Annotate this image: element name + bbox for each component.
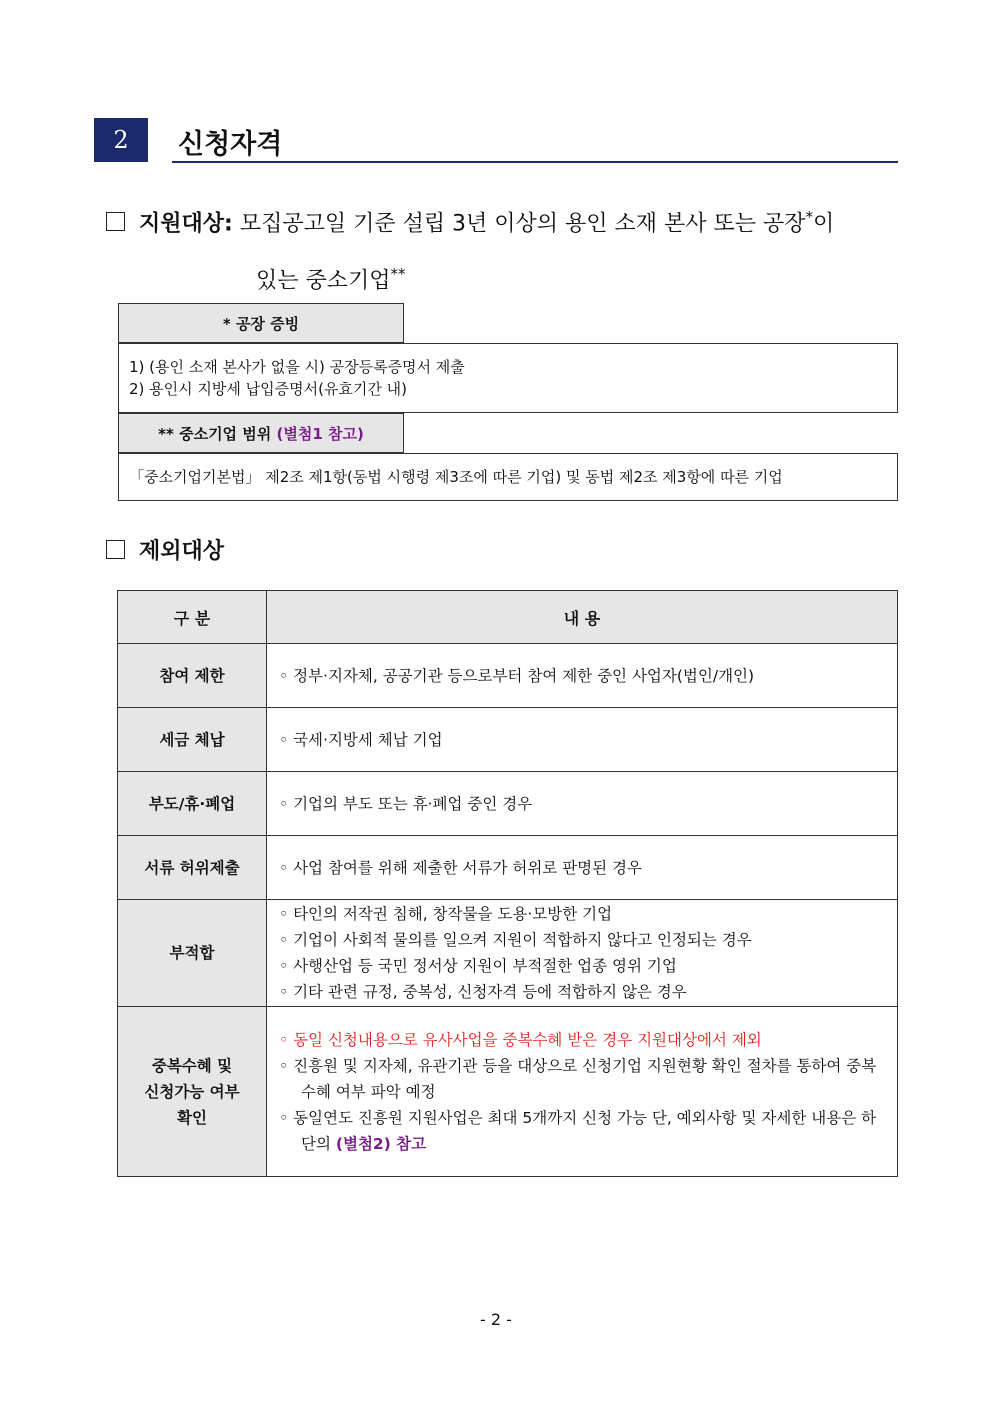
row-category-line: 신청가능 여부 [144, 1082, 240, 1101]
row-category: 서류 허위제출 [118, 836, 267, 900]
section-underline [172, 161, 898, 163]
column-header-category: 구 분 [118, 591, 267, 644]
exclusion-table [117, 590, 898, 1177]
sme-scope-header [118, 413, 404, 453]
table-row [118, 772, 898, 836]
list-item-highlight: ◦ 동일 신청내용으로 유사사업을 중복수혜 받은 경우 지원대상에서 제외 [279, 1030, 762, 1049]
notes-table [118, 303, 898, 501]
row-content: ◦ 기업의 부도 또는 휴·폐업 중인 경우 [267, 772, 898, 836]
sme-scope-reference: (별첨1 참고) [276, 425, 364, 443]
row-content [267, 1007, 898, 1177]
table-row [118, 644, 898, 708]
row-category-line: 중복수혜 및 [151, 1056, 233, 1075]
factory-proof-header: * 공장 증빙 [118, 303, 404, 343]
list-item: ◦ 타인의 저작권 침해, 창작물을 도용·모방한 기업 [279, 905, 613, 923]
exclusion-title: 제외대상 [139, 539, 225, 564]
support-target-label: 지원대상: [139, 211, 233, 237]
section-header [94, 118, 898, 164]
row-content: ◦ 사업 참여를 위해 제출한 서류가 허위로 판명된 경우 [267, 836, 898, 900]
section-number: 2 [94, 118, 148, 162]
table-row [118, 1007, 898, 1177]
table-row [118, 836, 898, 900]
support-target-text2: 있는 중소기업 [256, 268, 391, 294]
page-number: - 2 - [480, 1310, 512, 1329]
footnote-mark-2: ** [390, 265, 406, 284]
row-content: ◦ 정부·지자체, 공공기관 등으로부터 참여 제한 중인 사업자(법인/개인) [267, 644, 898, 708]
row-category [118, 1007, 267, 1177]
factory-proof-line: 1) (용인 소재 본사가 없을 시) 공장등록증명서 제출 [129, 358, 465, 376]
column-header-content: 내 용 [267, 591, 898, 644]
checkbox-square-icon [106, 212, 125, 231]
support-target [106, 192, 898, 307]
row-category-line: 확인 [177, 1108, 207, 1127]
sme-scope-body: 「중소기업기본법」 제2조 제1항(동법 시행령 제3조에 따른 기업) 및 동법 제2조 제3항에 따른 기업 [118, 453, 898, 501]
attachment-reference: (별첨2) 참고 [335, 1134, 427, 1153]
footnote-mark: * [805, 208, 814, 226]
row-category: 참여 제한 [118, 644, 267, 708]
row-content [267, 900, 898, 1007]
factory-proof-body [118, 343, 898, 413]
row-content: ◦ 국세·지방세 체납 기업 [267, 708, 898, 772]
list-item: ◦ 기타 관련 규정, 중복성, 신청자격 등에 적합하지 않은 경우 [279, 983, 687, 1001]
checkbox-square-icon [106, 540, 125, 559]
table-row [118, 900, 898, 1007]
sme-scope-header-text: ** 중소기업 범위 [158, 425, 272, 443]
table-row [118, 708, 898, 772]
list-item [279, 1105, 883, 1157]
list-item: ◦ 사행산업 등 국민 정서상 지원이 부적절한 업종 영위 기업 [279, 957, 677, 975]
support-target-text: 모집공고일 기준 설립 3년 이상의 용인 소재 본사 또는 공장 [239, 211, 806, 237]
list-item-text: ◦ 동일연도 진흥원 지원사업은 최대 5개까지 신청 가능 단, 예외사항 및 자세한 내용은 하단의 [279, 1108, 877, 1153]
row-category: 세금 체납 [118, 708, 267, 772]
factory-proof-line: 2) 용인시 지방세 납입증명서(유효기간 내) [129, 380, 408, 398]
exclusion-heading [106, 534, 224, 565]
support-target-line2 [106, 249, 898, 306]
table-header-row [118, 591, 898, 644]
support-target-text-tail: 이 [813, 211, 835, 237]
list-item: ◦ 기업이 사회적 물의를 일으켜 지원이 적합하지 않다고 인정되는 경우 [279, 931, 752, 949]
support-target-line1 [106, 192, 898, 249]
section-title: 신청자격 [178, 129, 283, 160]
list-item: ◦ 진흥원 및 지자체, 유관기관 등을 대상으로 신청기업 지원현황 확인 절차를 통하여 중복수혜 여부 파악 예정 [279, 1056, 877, 1101]
row-category: 부도/휴·폐업 [118, 772, 267, 836]
row-category: 부적합 [118, 900, 267, 1007]
